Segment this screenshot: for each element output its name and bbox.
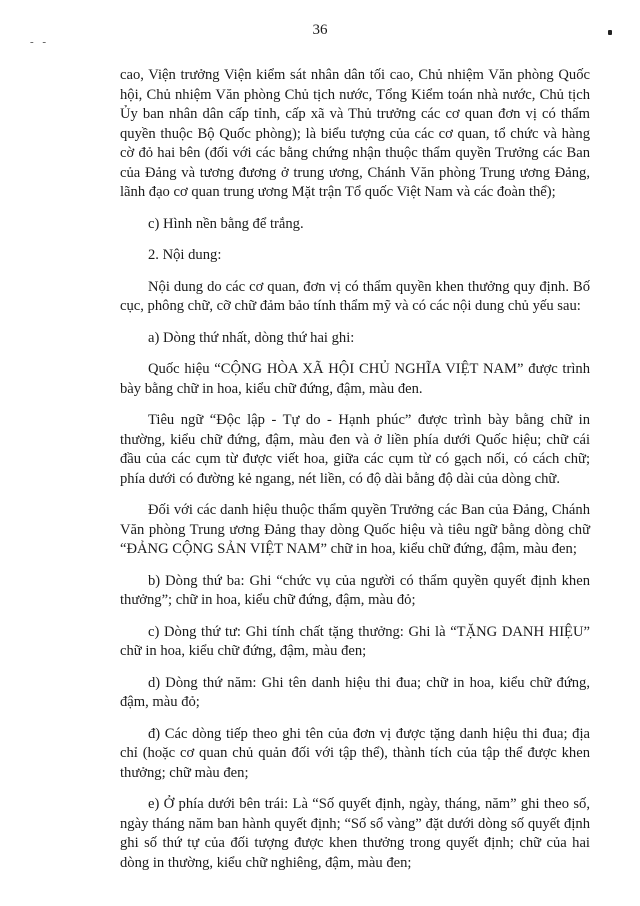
paragraph-item-a: a) Dòng thứ nhất, dòng thứ hai ghi: (148, 329, 355, 346)
paragraph-item-b: b) Dòng thứ ba: Ghi “chức vụ của người có thẩm quyền quyết định khen thưởng”; chữ in hoa, kiểu chữ đứng, đậm, màu đỏ; (120, 572, 590, 608)
paragraph-national-title: Quốc hiệu “CỘNG HÒA XÃ HỘI CHỦ NGHĨA VIỆT NAM” được trình bày bằng chữ in hoa, kiểu chữ đứng, đậm, màu đen. (120, 361, 590, 397)
corner-mark-left: - - (30, 36, 50, 48)
paragraph-item-dd: đ) Các dòng tiếp theo ghi tên của đơn vị được tặng danh hiệu thi đua; địa chỉ (hoặc cơ quan chủ quản đối với tập thể), thành tích của tập thể được khen thưởng; chữ màu đen; (120, 725, 590, 781)
paragraph-item-c-background: c) Hình nền bằng để trắng. (148, 215, 304, 232)
paragraph-motto: Tiêu ngữ “Độc lập - Tự do - Hạnh phúc” được trình bày bằng chữ in thường, kiểu chữ đứng, đậm, màu đen và ở liền phía dưới Quốc hiệu; chữ cái đầu của các cụm từ được viết hoa, giữa các cụm từ có gạch nối, có cách chữ; phía dưới có đường kẻ ngang, nét liền, có độ dài bằng độ dài của dòng chữ. (120, 412, 590, 487)
page-number: 36 (312, 22, 328, 38)
corner-mark-right (608, 30, 612, 35)
paragraph-content-intro: Nội dung do các cơ quan, đơn vị có thẩm quyền khen thưởng quy định. Bố cục, phông chữ, cỡ chữ đảm bảo tính thẩm mỹ và có các nội dung chủ yếu sau: (120, 278, 590, 314)
document-body (120, 66, 590, 885)
paragraph-item-c: c) Dòng thứ tư: Ghi tính chất tặng thưởng: Ghi là “TẶNG DANH HIỆU” chữ in hoa, kiểu chữ đứng, đậm, màu đen; (120, 623, 590, 659)
paragraph-party-title: Đối với các danh hiệu thuộc thẩm quyền Trưởng các Ban của Đảng, Chánh Văn phòng Trung ương Đảng thay dòng Quốc hiệu và tiêu ngữ bằng dòng chữ “ĐẢNG CỘNG SẢN VIỆT NAM” chữ in hoa, kiểu chữ đứng, đậm, màu đen; (120, 502, 590, 557)
section-heading-content: 2. Nội dung: (148, 247, 222, 263)
paragraph-item-e: e) Ở phía dưới bên trái: Là “Số quyết định, ngày, tháng, năm” ghi theo số, ngày tháng năm ban hành quyết định; “Số sổ vàng” đặt dưới dòng số quyết định ghi số thứ tự của đối tượng được khen thưởng trong quyết định; chữ của hai dòng in thường, kiểu chữ nghiêng, đậm, màu đen; (120, 796, 590, 871)
paragraph-continuation: cao, Viện trưởng Viện kiểm sát nhân dân tối cao, Chủ nhiệm Văn phòng Quốc hội, Chủ nhiệm Văn phòng Chủ tịch nước, Tổng Kiểm toán nhà nước, Chủ tịch Ủy ban nhân dân cấp tỉnh, cấp xã và Thủ trưởng các cơ quan đơn vị có thẩm quyền thuộc Bộ Quốc phòng); là biểu tượng của các cơ quan, tổ chức và hàng cờ đỏ hai bên (đối với các bằng chứng nhận thuộc thẩm quyền Trưởng các Ban của Đảng và tương đương ở trung ương, Chánh Văn phòng Trung ương Đảng, lãnh đạo cơ quan trung ương Mặt trận Tổ quốc Việt Nam và các đoàn thể); (120, 67, 590, 200)
paragraph-item-d: d) Dòng thứ năm: Ghi tên danh hiệu thi đua; chữ in hoa, kiểu chữ đứng, đậm, màu đỏ; (120, 674, 590, 710)
